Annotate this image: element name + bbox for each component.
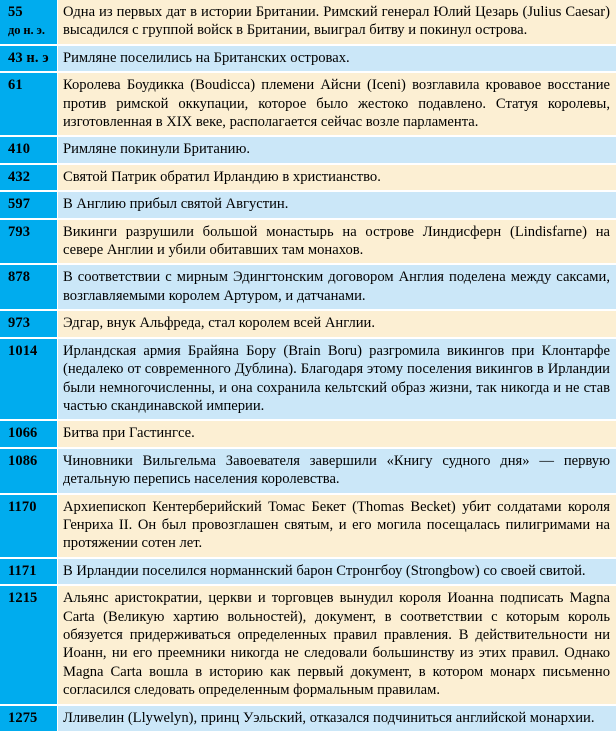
table-row (0, 495, 616, 559)
date-year-label: 1014 (8, 342, 38, 359)
event-description-text: Эдгар, внук Альфреда, стал королем всей Англии. (63, 315, 376, 332)
event-description-text: Королева Боудикка (Boudicca) племени Айсни (Iceni) возглавила кровавое восстание против римской оккупации, которое было жестоко подавлено. Статуя королевы, изготовленная в XIX веке, располагается сейчас возле парламента. (63, 77, 610, 131)
event-description-text: Альянс аристократии, церкви и торговцев вынудил короля Иоанна подписать Magna Carta (Великую хартию вольностей), документ, в соответствии с которым король обязуется придерживаться определенных правил правления. В действительности ни Иоанн, ни его преемники никогда не следовали большинству из этих правил. Однако Magna Carta вошла в историю как первый документ, в котором монарх письменно согласился следовать определенным формальным правилам. (63, 590, 610, 699)
event-description-cell (57, 220, 616, 266)
event-description-text: В Ирландии поселился норманнский барон Стронгбоу (Strongbow) со своей свитой. (63, 562, 586, 579)
date-cell (0, 220, 57, 266)
event-description-cell (57, 137, 616, 164)
event-description-cell (57, 311, 616, 338)
event-description-text: Лливелин (Llywelyn), принц Уэльский, отказался подчиниться английской монархии. (63, 709, 595, 726)
table-row (0, 449, 616, 495)
event-description-cell (57, 495, 616, 559)
date-year-label: 43 н. э (8, 49, 49, 66)
date-year-label: 410 (8, 141, 31, 158)
date-cell (0, 586, 57, 705)
date-year-label: 1066 (8, 425, 38, 442)
event-description-cell (57, 192, 616, 219)
table-row (0, 421, 616, 448)
table-row (0, 73, 616, 137)
event-description-text: Чиновники Вильгельма Завоевателя завершили «Книгу судного дня» — первую детальную перепись населения королевства. (63, 452, 610, 488)
event-description-cell (57, 0, 616, 46)
date-cell (0, 0, 57, 46)
event-description-text: Римляне поселились на Британских островах. (63, 49, 350, 66)
date-cell (0, 311, 57, 338)
event-description-text: Викинги разрушили большой монастырь на острове Линдисферн (Lindisfarne) на севере Англии и убили обитавших там монахов. (63, 223, 610, 259)
date-cell (0, 265, 57, 311)
table-row (0, 137, 616, 164)
event-description-text: Святой Патрик обратил Ирландию в христианство. (63, 168, 381, 185)
event-description-cell (57, 165, 616, 192)
event-description-cell (57, 339, 616, 422)
table-row (0, 586, 616, 705)
event-description-text: В Англию прибыл святой Августин. (63, 196, 289, 213)
date-cell (0, 339, 57, 422)
date-year-label: 1170 (8, 498, 37, 515)
event-description-cell (57, 706, 616, 733)
date-year-label: 973 (8, 315, 31, 332)
date-cell (0, 449, 57, 495)
date-year-label: 1171 (8, 562, 37, 579)
event-description-text: Римляне покинули Британию. (63, 141, 250, 158)
table-row (0, 0, 616, 46)
table-row (0, 165, 616, 192)
date-cell (0, 165, 57, 192)
date-year-label: 793 (8, 223, 31, 240)
event-description-cell (57, 559, 616, 586)
table-row (0, 192, 616, 219)
date-cell (0, 192, 57, 219)
table-row (0, 339, 616, 422)
date-cell (0, 73, 57, 137)
date-year-label: 1215 (8, 590, 38, 607)
event-description-cell (57, 46, 616, 73)
event-description-text: Архиепископ Кентерберийский Томас Бекет (Thomas Becket) убит солдатами короля Генриха II. Он был провозглашен святым, и его могила посещалась пилигримами на протяжении сотен лет. (63, 498, 610, 552)
date-year-label: 61 (8, 77, 23, 94)
date-cell (0, 46, 57, 73)
date-year-label: 432 (8, 168, 31, 185)
event-description-cell (57, 73, 616, 137)
date-year-label: 1086 (8, 452, 38, 469)
event-description-cell (57, 449, 616, 495)
table-row (0, 311, 616, 338)
event-description-text: Одна из первых дат в истории Британии. Римский генерал Юлий Цезарь (Julius Caesar) высадился с группой войск в Британии, выиграл битву и покинул острова. (63, 4, 610, 39)
table-row (0, 559, 616, 586)
date-cell (0, 421, 57, 448)
date-year-label: 878 (8, 269, 31, 286)
date-year-label: 597 (8, 196, 31, 213)
table-row (0, 706, 616, 733)
date-era-label: до н. э. (8, 23, 45, 38)
event-description-text: Ирландская армия Брайяна Бору (Brain Boru) разгромила викингов при Клонтарфе (недалеко от современного Дублина). Благодаря этому поселения викингов в Ирландии были немногочисленны, и она сохранила кельтский образ жизни, так никогда и не став частью скандинавской империи. (63, 342, 610, 414)
date-year-label: 1275 (8, 709, 38, 726)
table-row (0, 46, 616, 73)
date-cell (0, 495, 57, 559)
date-cell (0, 137, 57, 164)
event-description-text: В соответствии с мирным Эдингтонским договором Англия поделена между саксами, возглавляемыми королем Артуром, и датчанами. (63, 269, 610, 304)
event-description-cell (57, 586, 616, 705)
table-row (0, 220, 616, 266)
event-description-text: Битва при Гастингсе. (63, 425, 195, 442)
date-cell (0, 706, 57, 733)
table-row (0, 265, 616, 311)
date-year-label: 55 (8, 4, 23, 20)
event-description-cell (57, 265, 616, 311)
date-cell (0, 559, 57, 586)
event-description-cell (57, 421, 616, 448)
